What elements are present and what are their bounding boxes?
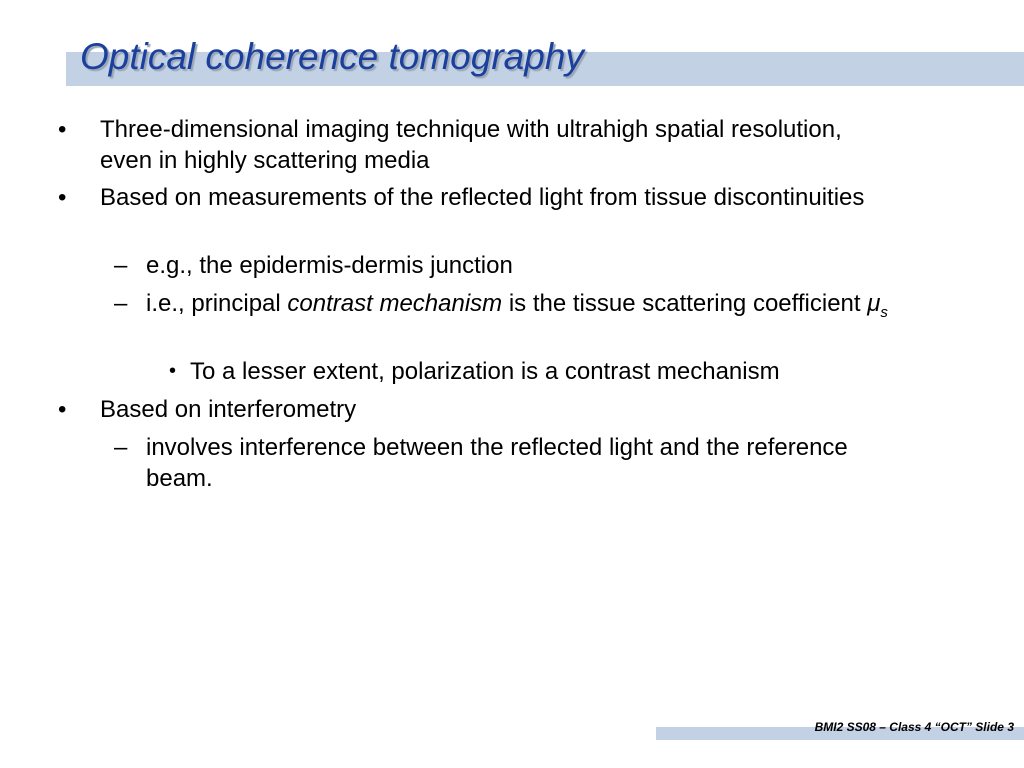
mu-subscript: s <box>880 304 888 321</box>
sub-bullet-marker: – <box>114 434 128 461</box>
sub-bullet-marker: – <box>114 252 128 279</box>
slide-title: Optical coherence tomography <box>80 36 584 77</box>
emphasis-text: contrast mechanism <box>287 290 503 317</box>
sub-bullet-text <box>146 288 906 328</box>
text-segment: i.e., principal <box>146 290 288 317</box>
sub-bullet-text: e.g., the epidermis-dermis junction <box>146 252 513 279</box>
bullet-text: Based on measurements of the reflected light from tissue discontinuities <box>100 184 865 211</box>
text-segment: is the tissue scattering coefficient <box>502 290 868 317</box>
sub-sub-bullet-item-1 <box>169 356 1010 387</box>
bullet-marker: • <box>58 116 67 143</box>
bullet-item-2 <box>58 182 880 213</box>
slide-footer: BMI2 SS08 – Class 4 “OCT” Slide 3 <box>814 720 1014 734</box>
sub-bullet-text: involves interference between the reflected light and the reference beam. <box>146 434 848 492</box>
bullet-item-3 <box>58 394 880 425</box>
bullet-marker: • <box>58 396 67 423</box>
sub-sub-bullet-text: To a lesser extent, polarization is a contrast mechanism <box>190 358 780 385</box>
bullet-marker: • <box>58 184 67 211</box>
sub-bullet-marker: – <box>114 290 128 317</box>
sub-sub-bullet-marker: • <box>169 360 177 382</box>
bullet-item-1 <box>58 114 880 176</box>
mu-symbol: μ <box>867 290 881 317</box>
sub-bullet-item-3 <box>114 432 906 494</box>
sub-bullet-item-1 <box>114 250 906 281</box>
sub-bullet-item-2 <box>114 288 906 328</box>
bullet-text: Three-dimensional imaging technique with ultrahigh spatial resolution, even in highly scattering media <box>100 116 842 174</box>
bullet-text: Based on interferometry <box>100 396 357 423</box>
